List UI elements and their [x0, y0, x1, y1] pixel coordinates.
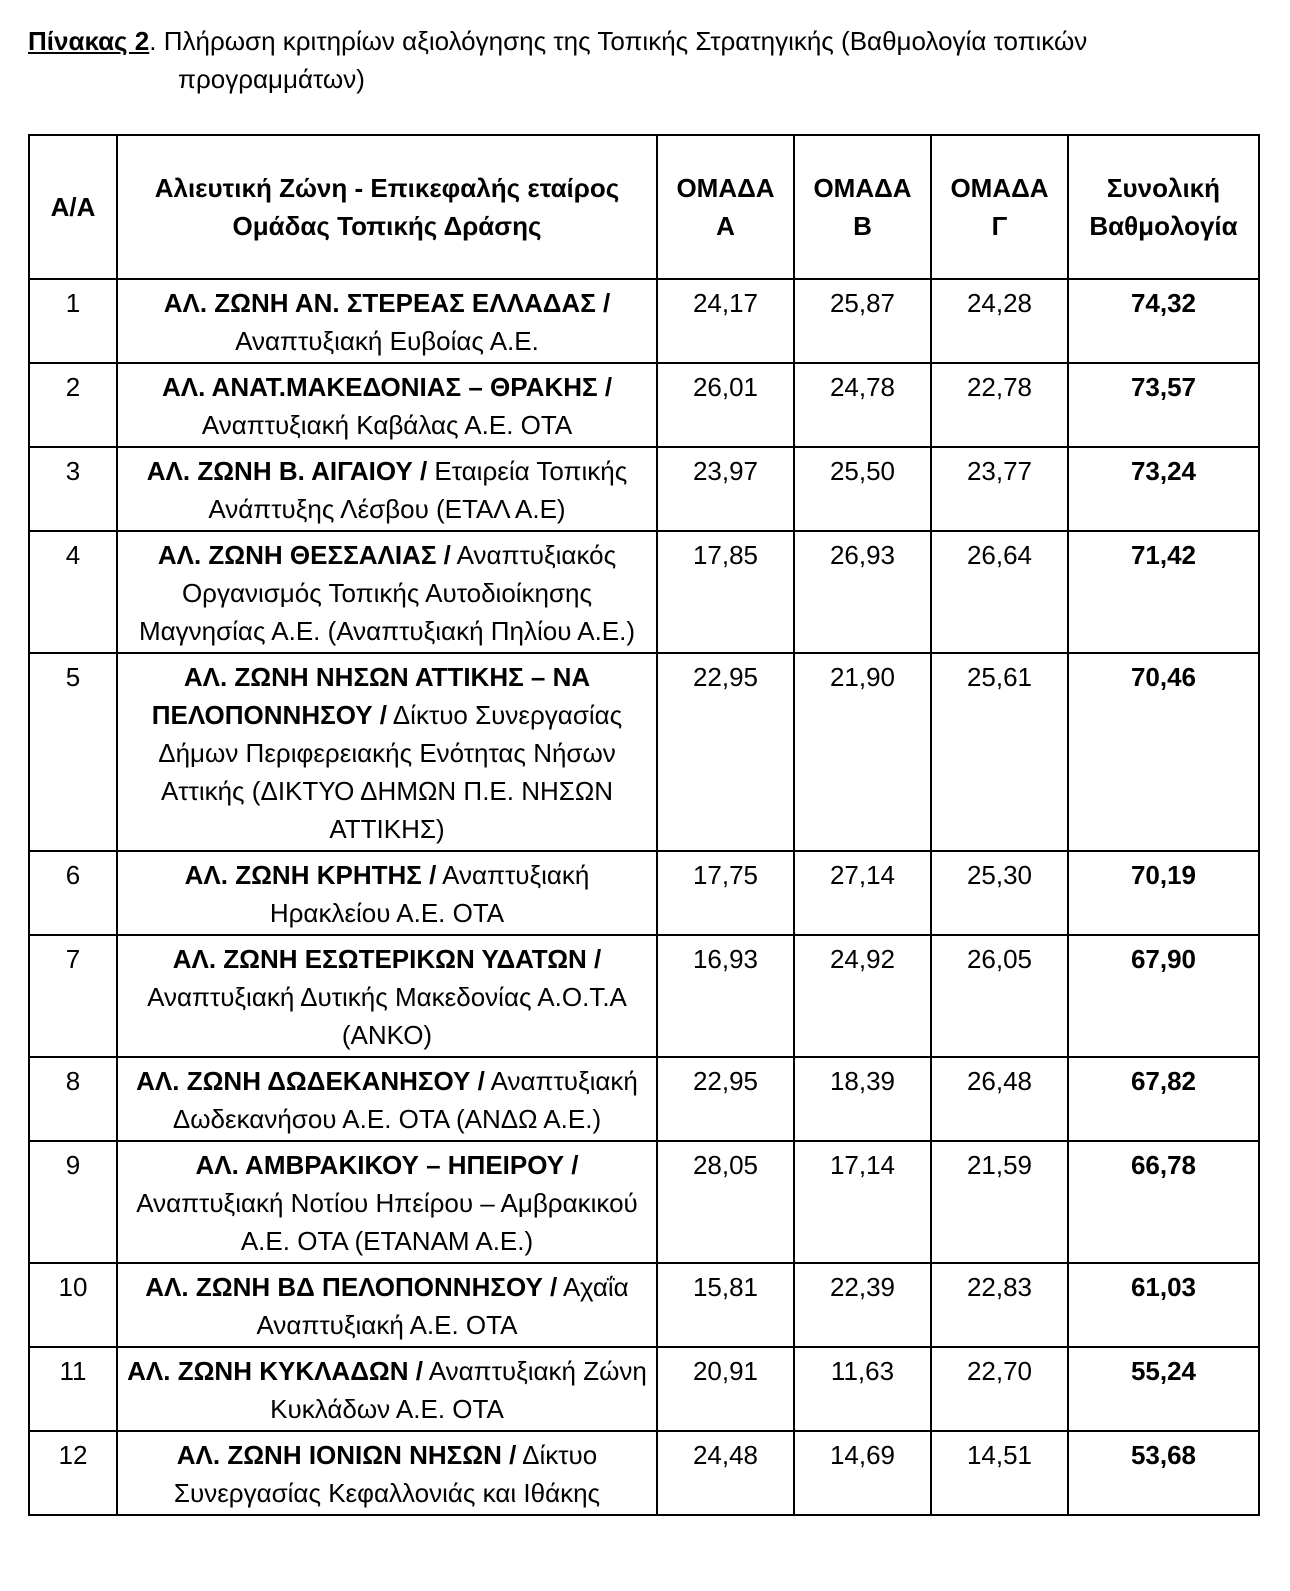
- cell-aa: 1: [29, 279, 117, 363]
- table-row: [29, 363, 1259, 447]
- cell-group-g: 22,83: [931, 1263, 1068, 1347]
- cell-group-a: 24,48: [657, 1431, 794, 1515]
- cell-group-g: 25,61: [931, 653, 1068, 851]
- cell-group-b: 27,14: [794, 851, 931, 935]
- zone-name: ΑΛ. ΖΩΝΗ ΑΝ. ΣΤΕΡΕΑΣ ΕΛΛΑΔΑΣ /: [163, 288, 611, 318]
- table-row: [29, 1431, 1259, 1515]
- cell-total: 74,32: [1068, 279, 1259, 363]
- cell-total: 70,19: [1068, 851, 1259, 935]
- header-total: [1068, 135, 1259, 279]
- cell-total: 66,78: [1068, 1141, 1259, 1263]
- header-group-b: [794, 135, 931, 279]
- cell-zone: [117, 1347, 657, 1431]
- cell-total: 71,42: [1068, 531, 1259, 653]
- cell-group-a: 22,95: [657, 1057, 794, 1141]
- cell-group-a: 26,01: [657, 363, 794, 447]
- header-aa: [29, 135, 117, 279]
- table-row: [29, 279, 1259, 363]
- table-row: [29, 531, 1259, 653]
- caption-text: . Πλήρωση κριτηρίων αξιολόγησης της Τοπικής Στρατηγικής (Βαθμολογία τοπικών: [149, 26, 1088, 56]
- cell-group-b: 25,50: [794, 447, 931, 531]
- cell-aa: 6: [29, 851, 117, 935]
- header-group-g: [931, 135, 1068, 279]
- table-row: [29, 851, 1259, 935]
- cell-total: 61,03: [1068, 1263, 1259, 1347]
- zone-partner: Αναπτυξιακή Ευβοίας Α.Ε.: [235, 326, 539, 356]
- zone-partner: Αναπτυξιακή Δωδεκανήσου Α.Ε. ΟΤΑ (ΑΝΔΩ Α.Ε.): [172, 1066, 638, 1134]
- cell-group-a: 28,05: [657, 1141, 794, 1263]
- cell-aa: 2: [29, 363, 117, 447]
- cell-group-a: 17,75: [657, 851, 794, 935]
- cell-total: 70,46: [1068, 653, 1259, 851]
- table-row: [29, 1347, 1259, 1431]
- cell-group-g: 14,51: [931, 1431, 1068, 1515]
- cell-group-g: 25,30: [931, 851, 1068, 935]
- table-body: [29, 279, 1259, 1515]
- zone-name: ΑΛ. ΖΩΝΗ ΘΕΣΣΑΛΙΑΣ /: [157, 540, 451, 570]
- zone-partner: Αχαΐα Αναπτυξιακή Α.Ε. ΟΤΑ: [256, 1272, 629, 1340]
- zone-partner: Αναπτυξιακή Δυτικής Μακεδονίας Α.Ο.Τ.Α (ΑΝΚΟ): [147, 982, 627, 1050]
- cell-group-g: 24,28: [931, 279, 1068, 363]
- header-total-line2: Βαθμολογία: [1089, 211, 1238, 241]
- cell-group-a: 24,17: [657, 279, 794, 363]
- caption-label: Πίνακας 2: [28, 26, 150, 56]
- cell-aa: 7: [29, 935, 117, 1057]
- cell-group-a: 16,93: [657, 935, 794, 1057]
- zone-name: ΑΛ. ΑΜΒΡΑΚΙΚΟΥ – ΗΠΕΙΡΟΥ /: [195, 1150, 579, 1180]
- cell-zone: [117, 531, 657, 653]
- table-row: [29, 1057, 1259, 1141]
- zone-name: ΑΛ. ΖΩΝΗ ΔΩΔΕΚΑΝΗΣΟΥ /: [136, 1066, 485, 1096]
- header-total-line1: Συνολική: [1106, 173, 1221, 203]
- cell-zone: [117, 447, 657, 531]
- header-zone-line1: Αλιευτική Ζώνη - Επικεφαλής εταίρος: [154, 173, 620, 203]
- cell-zone: [117, 279, 657, 363]
- caption-line-1: [28, 22, 1258, 60]
- cell-group-b: 18,39: [794, 1057, 931, 1141]
- cell-group-b: 24,92: [794, 935, 931, 1057]
- cell-group-b: 25,87: [794, 279, 931, 363]
- zone-name: ΑΛ. ΑΝΑΤ.ΜΑΚΕΔΟΝΙΑΣ – ΘΡΑΚΗΣ /: [161, 372, 613, 402]
- header-group-g-line1: ΟΜΑΔΑ: [950, 173, 1049, 203]
- cell-group-a: 22,95: [657, 653, 794, 851]
- zone-partner: Αναπτυξιακή Νοτίου Ηπείρου – Αμβρακικού Α.Ε. ΟΤΑ (ΕΤΑΝΑΜ Α.Ε.): [136, 1188, 638, 1256]
- cell-group-g: 23,77: [931, 447, 1068, 531]
- cell-total: 73,57: [1068, 363, 1259, 447]
- header-group-g-line2: Γ: [991, 211, 1008, 241]
- cell-group-b: 21,90: [794, 653, 931, 851]
- cell-group-a: 20,91: [657, 1347, 794, 1431]
- cell-group-b: 11,63: [794, 1347, 931, 1431]
- cell-group-b: 17,14: [794, 1141, 931, 1263]
- cell-aa: 4: [29, 531, 117, 653]
- zone-name: ΑΛ. ΖΩΝΗ ΝΗΣΩΝ ΑΤΤΙΚΗΣ – ΝΑ ΠΕΛΟΠΟΝΝΗΣΟΥ /: [151, 662, 591, 730]
- zone-partner: Αναπτυξιακή Καβάλας Α.Ε. ΟΤΑ: [201, 410, 573, 440]
- table-row: [29, 935, 1259, 1057]
- cell-aa: 9: [29, 1141, 117, 1263]
- header-group-a: [657, 135, 794, 279]
- header-group-a-line2: Α: [716, 211, 735, 241]
- cell-group-g: 26,05: [931, 935, 1068, 1057]
- header-row: [29, 135, 1259, 279]
- zone-partner: Δίκτυο Συνεργασίας Δήμων Περιφερειακής Ενότητας Νήσων Αττικής (ΔΙΚΤΥΟ ΔΗΜΩΝ Π.Ε. ΝΗΣΩΝ ΑΤΤΙΚΗΣ): [158, 700, 623, 844]
- zone-partner: Αναπτυξιακή Ηρακλείου Α.Ε. ΟΤΑ: [269, 860, 590, 928]
- zone-name: ΑΛ. ΖΩΝΗ ΚΥΚΛΑΔΩΝ /: [127, 1356, 423, 1386]
- caption-line-2: προγραμμάτων): [178, 64, 365, 94]
- cell-zone: [117, 1431, 657, 1515]
- header-aa-label: Α/Α: [50, 192, 96, 222]
- header-zone: [117, 135, 657, 279]
- zone-name: ΑΛ. ΖΩΝΗ ΒΔ ΠΕΛΟΠΟΝΝΗΣΟΥ /: [145, 1272, 558, 1302]
- cell-zone: [117, 851, 657, 935]
- cell-group-g: 22,70: [931, 1347, 1068, 1431]
- cell-aa: 8: [29, 1057, 117, 1141]
- cell-group-b: 24,78: [794, 363, 931, 447]
- cell-group-a: 23,97: [657, 447, 794, 531]
- scores-table: [28, 134, 1260, 1516]
- zone-partner: Δίκτυο Συνεργασίας Κεφαλλονιάς και Ιθάκης: [173, 1440, 601, 1508]
- cell-zone: [117, 935, 657, 1057]
- cell-group-b: 22,39: [794, 1263, 931, 1347]
- zone-name: ΑΛ. ΖΩΝΗ ΕΣΩΤΕΡΙΚΩΝ ΥΔΑΤΩΝ /: [172, 944, 602, 974]
- table-row: [29, 1263, 1259, 1347]
- zone-partner: Εταιρεία Τοπικής Ανάπτυξης Λέσβου (ΕΤΑΛ Α.Ε): [208, 456, 628, 524]
- zone-partner: Αναπτυξιακός Οργανισμός Τοπικής Αυτοδιοίκησης Μαγνησίας Α.Ε. (Αναπτυξιακή Πηλίου Α.Ε.): [138, 540, 636, 646]
- zone-name: ΑΛ. ΖΩΝΗ ΙΟΝΙΩΝ ΝΗΣΩΝ /: [176, 1440, 517, 1470]
- header-zone-line2: Ομάδας Τοπικής Δράσης: [232, 211, 542, 241]
- cell-zone: [117, 653, 657, 851]
- cell-zone: [117, 1263, 657, 1347]
- cell-zone: [117, 1141, 657, 1263]
- table-row: [29, 1141, 1259, 1263]
- header-group-a-line1: ΟΜΑΔΑ: [676, 173, 775, 203]
- cell-total: 67,90: [1068, 935, 1259, 1057]
- cell-group-g: 22,78: [931, 363, 1068, 447]
- cell-aa: 12: [29, 1431, 117, 1515]
- zone-partner: Αναπτυξιακή Ζώνη Κυκλάδων Α.Ε. ΟΤΑ: [270, 1356, 647, 1424]
- cell-aa: 10: [29, 1263, 117, 1347]
- cell-aa: 11: [29, 1347, 117, 1431]
- zone-name: ΑΛ. ΖΩΝΗ ΚΡΗΤΗΣ /: [184, 860, 437, 890]
- table-header: [29, 135, 1259, 279]
- table-row: [29, 447, 1259, 531]
- cell-group-a: 15,81: [657, 1263, 794, 1347]
- cell-zone: [117, 1057, 657, 1141]
- cell-aa: 5: [29, 653, 117, 851]
- zone-name: ΑΛ. ΖΩΝΗ Β. ΑΙΓΑΙΟΥ /: [146, 456, 428, 486]
- cell-aa: 3: [29, 447, 117, 531]
- cell-group-g: 21,59: [931, 1141, 1068, 1263]
- table-row: [29, 653, 1259, 851]
- cell-total: 53,68: [1068, 1431, 1259, 1515]
- cell-group-a: 17,85: [657, 531, 794, 653]
- cell-total: 67,82: [1068, 1057, 1259, 1141]
- cell-zone: [117, 363, 657, 447]
- cell-group-b: 14,69: [794, 1431, 931, 1515]
- cell-total: 55,24: [1068, 1347, 1259, 1431]
- cell-group-b: 26,93: [794, 531, 931, 653]
- cell-group-g: 26,48: [931, 1057, 1068, 1141]
- cell-total: 73,24: [1068, 447, 1259, 531]
- header-group-b-line1: ΟΜΑΔΑ: [813, 173, 912, 203]
- cell-group-g: 26,64: [931, 531, 1068, 653]
- table-caption: [28, 22, 1258, 98]
- header-group-b-line2: Β: [853, 211, 872, 241]
